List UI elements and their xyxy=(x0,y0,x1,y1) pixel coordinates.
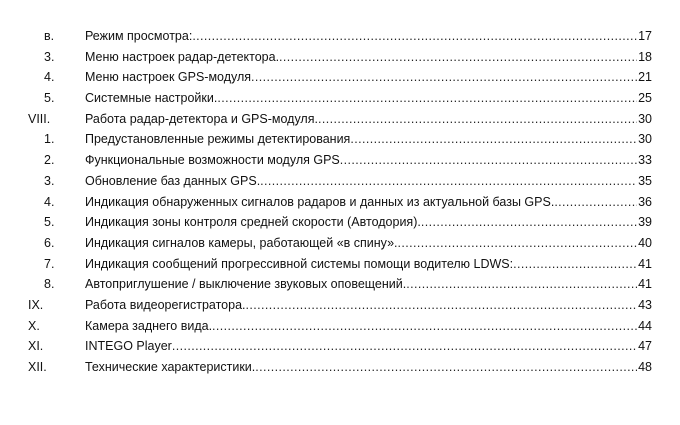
toc-entry-page-number[interactable]: 40 xyxy=(638,235,652,250)
toc-entry[interactable] xyxy=(0,171,680,192)
toc-entry-number: 4. xyxy=(44,70,55,85)
toc-entry-page-number[interactable]: 36 xyxy=(638,194,652,209)
toc-entry[interactable] xyxy=(0,254,680,275)
toc-dot-leader xyxy=(260,171,637,192)
toc-entry-title[interactable]: Технические характеристики. xyxy=(85,360,256,374)
toc-entry-line xyxy=(85,254,652,275)
toc-entry-line xyxy=(85,88,652,109)
toc-dot-leader xyxy=(251,67,637,88)
toc-entry-page-number[interactable]: 17 xyxy=(638,29,652,43)
toc-entry[interactable] xyxy=(0,316,680,337)
toc-entry-line xyxy=(85,26,652,47)
toc-dot-leader xyxy=(217,88,637,109)
toc-entry-line xyxy=(85,274,652,295)
toc-entry-page-number[interactable]: 21 xyxy=(638,70,652,85)
toc-entry-title[interactable]: Режим просмотра: xyxy=(85,29,193,43)
toc-entry-line xyxy=(85,47,652,68)
toc-entry-title[interactable]: Системные настройки. xyxy=(85,91,218,106)
toc-entry-line xyxy=(85,192,652,213)
toc-entry-number: XI. xyxy=(28,339,44,354)
toc-entry-number: 3. xyxy=(44,173,55,188)
toc-entry-line xyxy=(85,316,652,337)
toc-entry-title[interactable]: Индикация сигналов камеры, работающей «в спину». xyxy=(85,235,398,250)
toc-entry-number: 1. xyxy=(44,132,55,147)
toc-entry-line xyxy=(85,129,652,150)
toc-entry-number: XII. xyxy=(28,360,47,374)
toc-entry[interactable] xyxy=(0,295,680,316)
table-of-contents xyxy=(0,26,680,378)
toc-entry[interactable] xyxy=(0,67,680,88)
toc-entry-number: 8. xyxy=(44,277,55,292)
toc-dot-leader xyxy=(172,336,637,357)
toc-entry[interactable] xyxy=(0,26,680,47)
toc-entry-line xyxy=(85,150,652,171)
toc-entry-line xyxy=(85,295,652,316)
toc-entry[interactable] xyxy=(0,150,680,171)
toc-entry-page-number[interactable]: 44 xyxy=(638,318,652,333)
toc-dot-leader xyxy=(513,254,637,275)
toc-entry-page-number[interactable]: 47 xyxy=(638,339,652,354)
toc-entry-number: в. xyxy=(44,29,55,43)
toc-entry-title[interactable]: Обновление баз данных GPS. xyxy=(85,173,261,188)
toc-entry-page-number[interactable]: 25 xyxy=(638,91,652,106)
toc-dot-leader xyxy=(554,192,637,213)
toc-entry-title[interactable]: Функциональные возможности модуля GPS xyxy=(85,153,340,168)
toc-entry-number: IX. xyxy=(28,297,44,312)
toc-entry[interactable] xyxy=(0,212,680,233)
toc-entry-number: 4. xyxy=(44,194,55,209)
toc-dot-leader xyxy=(212,316,637,337)
toc-entry-line xyxy=(85,212,652,233)
toc-entry-title[interactable]: Индикация сообщений прогрессивной системы помощи водителю LDWS: xyxy=(85,256,514,271)
toc-entry-line xyxy=(85,357,652,378)
toc-dot-leader xyxy=(350,129,637,150)
toc-entry-title[interactable]: Меню настроек радар-детектора. xyxy=(85,49,280,64)
toc-entry-page-number[interactable]: 48 xyxy=(638,360,652,374)
toc-entry-title[interactable]: Индикация зоны контроля средней скорости (Автодория). xyxy=(85,215,421,230)
toc-entry-title[interactable]: Индикация обнаруженных сигналов радаров и данных из актуальной базы GPS. xyxy=(85,194,555,209)
toc-entry-page-number[interactable]: 41 xyxy=(638,256,652,271)
toc-entry-number: VIII. xyxy=(28,111,51,126)
toc-entry[interactable] xyxy=(0,274,680,295)
toc-entry[interactable] xyxy=(0,88,680,109)
toc-entry-number: X. xyxy=(28,318,40,333)
toc-entry-page-number[interactable]: 30 xyxy=(638,132,652,147)
toc-entry-page-number[interactable]: 39 xyxy=(638,215,652,230)
toc-entry[interactable] xyxy=(0,233,680,254)
toc-entry[interactable] xyxy=(0,109,680,130)
toc-entry-line xyxy=(85,171,652,192)
toc-entry-number: 6. xyxy=(44,235,55,250)
toc-entry[interactable] xyxy=(0,336,680,357)
toc-entry-title[interactable]: Работа радар-детектора и GPS-модуля. xyxy=(85,111,318,126)
toc-dot-leader xyxy=(246,295,638,316)
toc-entry-line xyxy=(85,336,652,357)
toc-entry-line xyxy=(85,233,652,254)
toc-dot-leader xyxy=(340,150,637,171)
toc-entry-title[interactable]: INTEGO Player xyxy=(85,339,172,354)
toc-entry-page-number[interactable]: 35 xyxy=(638,173,652,188)
toc-entry-number: 7. xyxy=(44,256,55,271)
toc-entry-page-number[interactable]: 33 xyxy=(638,153,652,168)
toc-entry-page-number[interactable]: 43 xyxy=(638,297,652,312)
toc-dot-leader xyxy=(406,274,637,295)
toc-entry-page-number[interactable]: 18 xyxy=(638,49,652,64)
toc-dot-leader xyxy=(192,26,637,47)
toc-entry-page-number[interactable]: 30 xyxy=(638,111,652,126)
toc-entry-number: 2. xyxy=(44,153,55,168)
toc-dot-leader xyxy=(398,233,638,254)
toc-dot-leader xyxy=(421,212,637,233)
toc-entry-line xyxy=(85,109,652,130)
toc-entry[interactable] xyxy=(0,357,680,378)
toc-dot-leader xyxy=(318,109,637,130)
toc-entry-page-number[interactable]: 41 xyxy=(638,277,652,292)
toc-entry-title[interactable]: Камера заднего вида. xyxy=(85,318,213,333)
toc-entry[interactable] xyxy=(0,192,680,213)
toc-entry-title[interactable]: Меню настроек GPS-модуля xyxy=(85,70,252,85)
toc-entry-number: 5. xyxy=(44,91,55,106)
toc-entry-title[interactable]: Работа видеорегистратора. xyxy=(85,297,246,312)
toc-entry[interactable] xyxy=(0,129,680,150)
toc-entry-number: 3. xyxy=(44,49,55,64)
toc-entry-number: 5. xyxy=(44,215,55,230)
toc-dot-leader xyxy=(279,47,637,68)
toc-entry-title[interactable]: Автоприглушение / выключение звуковых оповещений. xyxy=(85,277,407,292)
toc-entry-line xyxy=(85,67,652,88)
toc-entry[interactable] xyxy=(0,47,680,68)
toc-dot-leader xyxy=(255,357,637,378)
toc-entry-title[interactable]: Предустановленные режимы детектирования xyxy=(85,132,351,147)
